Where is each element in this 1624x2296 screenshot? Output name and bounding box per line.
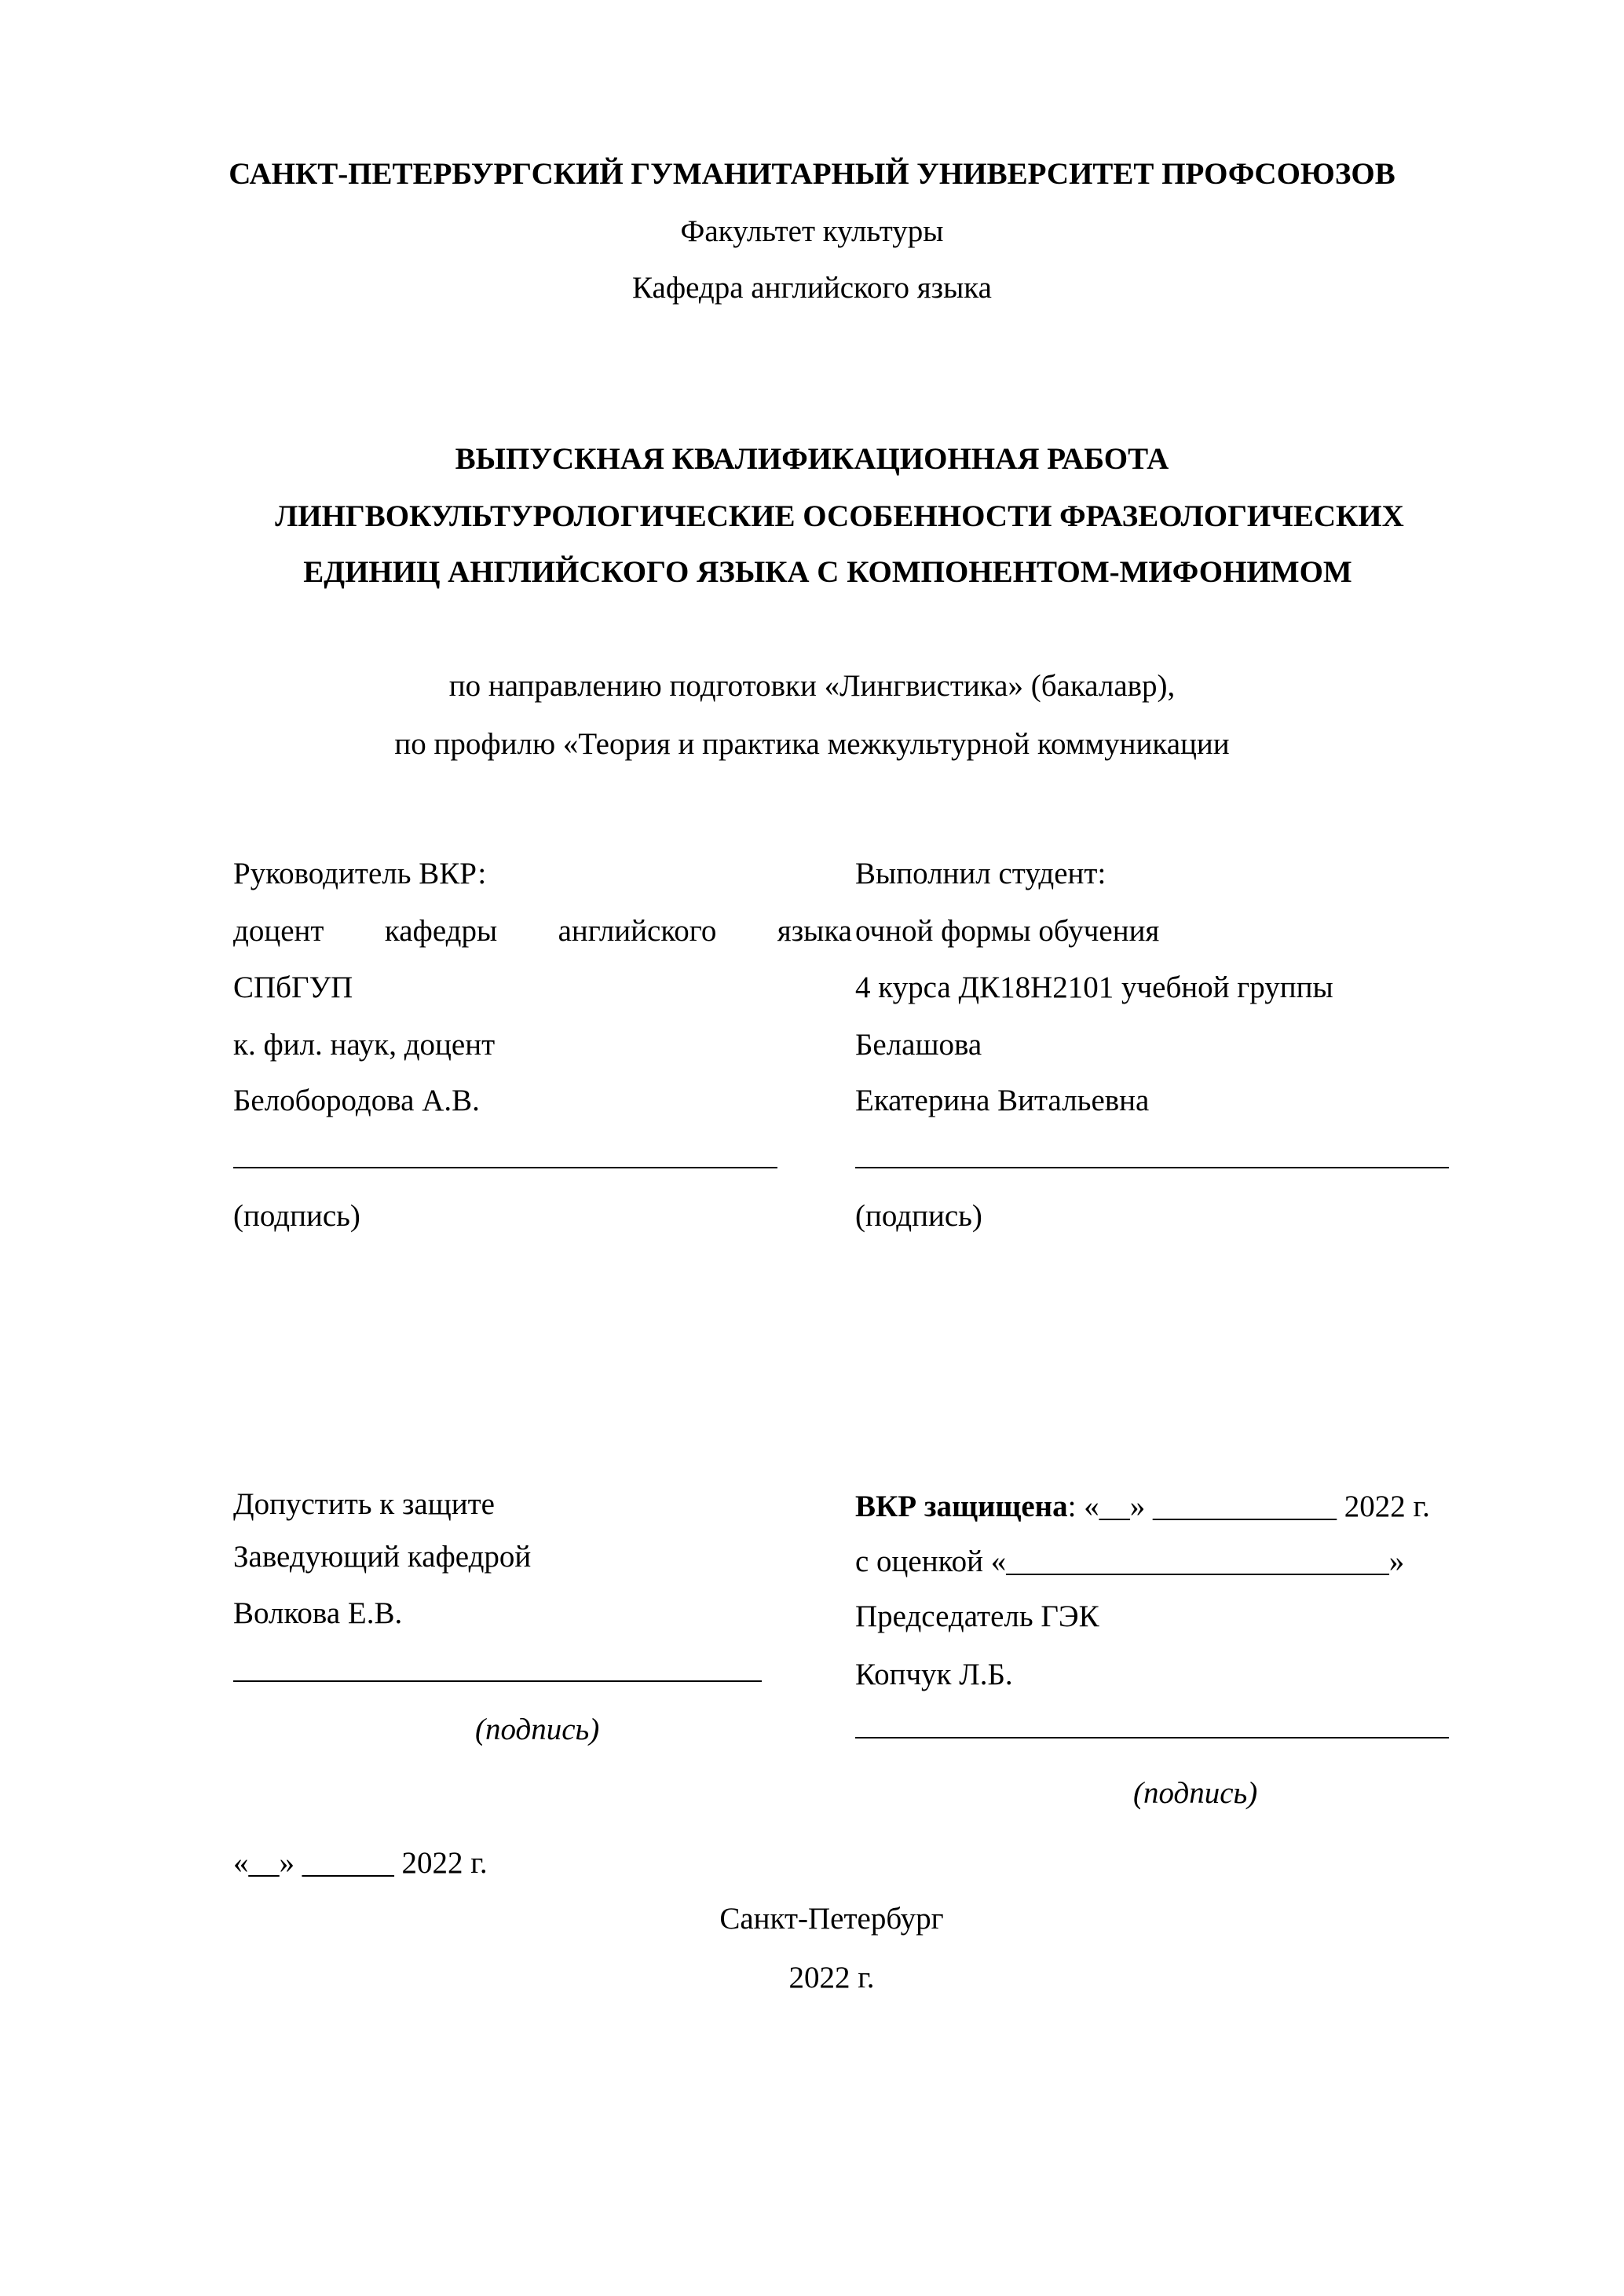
defense-grade: с оценкой «_________________________» — [855, 1545, 1405, 1578]
student-surname: Белашова — [855, 1028, 982, 1062]
university-name: САНКТ-ПЕТЕРБУРГСКИЙ ГУМАНИТАРНЫЙ УНИВЕРСИТЕТ ПРОФСОЮЗОВ — [229, 157, 1395, 191]
defense-date: : «__» ____________ 2022 г. — [1067, 1490, 1430, 1523]
faculty-name: Факультет культуры — [680, 214, 944, 248]
commission-chair-role: Председатель ГЭК — [855, 1600, 1099, 1633]
student-name: Екатерина Витальевна — [855, 1084, 1150, 1117]
supervisor-name: Белобородова А.В. — [233, 1084, 480, 1117]
defense-label: ВКР защищена — [855, 1490, 1068, 1523]
supervisor-signature-caption: (подпись) — [233, 1199, 360, 1233]
chair-signature-line — [855, 1737, 1449, 1738]
supervisor-org: СПбГУП — [233, 971, 353, 1004]
student-form: очной формы обучения — [855, 914, 1160, 948]
direction-line-1: по направлению подготовки «Лингвистика» (бакалавр), — [448, 669, 1176, 703]
head-of-department-name: Волкова Е.В. — [233, 1596, 403, 1630]
chair-signature-caption: (подпись) — [1133, 1776, 1258, 1810]
supervisor-position: доцент кафедры английского языка — [233, 914, 852, 948]
supervisor-degree: к. фил. наук, доцент — [233, 1028, 496, 1062]
department-name: Кафедра английского языка — [632, 271, 992, 305]
student-signature-caption: (подпись) — [855, 1199, 982, 1233]
thesis-title-line-2: ЕДИНИЦ АНГЛИЙСКОГО ЯЗЫКА С КОМПОНЕНТОМ-МИФОНИМОМ — [303, 555, 1352, 589]
head-signature-caption: (подпись) — [475, 1713, 600, 1746]
defense-date-line — [855, 1488, 1430, 1526]
direction-line-2: по профилю «Теория и практика межкультурной коммуникации — [394, 727, 1230, 761]
supervisor-signature-line — [233, 1167, 777, 1168]
work-type: ВЫПУСКНАЯ КВАЛИФИКАЦИОННАЯ РАБОТА — [455, 442, 1169, 476]
admission-date: «__» ______ 2022 г. — [233, 1846, 488, 1880]
commission-chair-name: Копчук Л.Б. — [855, 1658, 1013, 1691]
student-signature-line — [855, 1167, 1449, 1168]
thesis-title-line-1: ЛИНГВОКУЛЬТУРОЛОГИЧЕСКИЕ ОСОБЕННОСТИ ФРАЗЕОЛОГИЧЕСКИХ — [275, 499, 1404, 533]
supervisor-label: Руководитель ВКР: — [233, 857, 487, 890]
city: Санкт-Петербург — [719, 1902, 944, 1936]
student-label: Выполнил студент: — [855, 857, 1106, 890]
student-group: 4 курса ДК18Н2101 учебной группы — [855, 971, 1333, 1004]
year: 2022 г. — [788, 1961, 875, 1994]
head-signature-line — [233, 1680, 762, 1682]
head-of-department-role: Заведующий кафедрой — [233, 1540, 532, 1574]
admission-label: Допустить к защите — [233, 1487, 495, 1521]
